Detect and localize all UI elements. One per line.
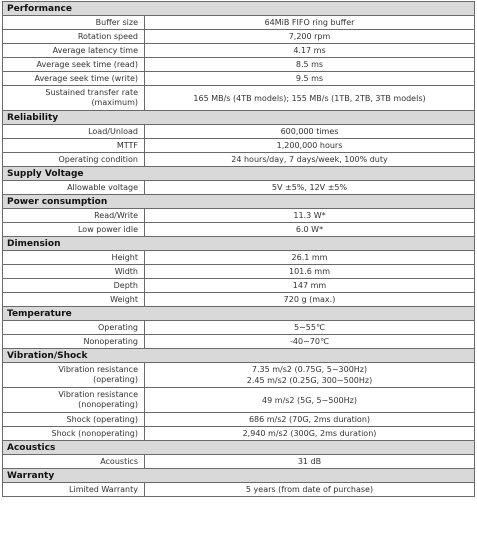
spec-value: 26.1 mm bbox=[145, 251, 475, 265]
section-reliability bbox=[3, 111, 475, 125]
spec-row bbox=[3, 209, 475, 223]
spec-value: -40∼70℃ bbox=[145, 335, 475, 349]
section-vibration-shock bbox=[3, 349, 475, 363]
section-temperature bbox=[3, 307, 475, 321]
spec-value: 2,940 m/s2 (300G, 2ms duration) bbox=[145, 427, 475, 441]
spec-label: Average seek time (read) bbox=[3, 58, 145, 72]
spec-value: 9.5 ms bbox=[145, 72, 475, 86]
spec-row bbox=[3, 321, 475, 335]
spec-row bbox=[3, 265, 475, 279]
spec-value: 7,200 rpm bbox=[145, 30, 475, 44]
spec-label: Acoustics bbox=[3, 455, 145, 469]
spec-table bbox=[2, 1, 475, 497]
spec-row bbox=[3, 293, 475, 307]
spec-row bbox=[3, 86, 475, 111]
spec-row bbox=[3, 16, 475, 30]
section-title: Warranty bbox=[3, 469, 475, 483]
spec-value: 600,000 times bbox=[145, 125, 475, 139]
spec-row bbox=[3, 363, 475, 388]
section-title: Temperature bbox=[3, 307, 475, 321]
spec-value: 31 dB bbox=[145, 455, 475, 469]
spec-value: 11.3 W* bbox=[145, 209, 475, 223]
spec-row bbox=[3, 455, 475, 469]
section-power-consumption bbox=[3, 195, 475, 209]
spec-label: Load/Unload bbox=[3, 125, 145, 139]
spec-row bbox=[3, 483, 475, 497]
spec-label-line: (operating) bbox=[93, 375, 138, 384]
spec-row bbox=[3, 413, 475, 427]
section-title: Dimension bbox=[3, 237, 475, 251]
spec-label: Low power idle bbox=[3, 223, 145, 237]
spec-row bbox=[3, 139, 475, 153]
spec-value: 5 years (from date of purchase) bbox=[145, 483, 475, 497]
spec-row bbox=[3, 30, 475, 44]
section-title: Reliability bbox=[3, 111, 475, 125]
spec-label: Weight bbox=[3, 293, 145, 307]
section-title: Performance bbox=[3, 2, 475, 16]
section-warranty bbox=[3, 469, 475, 483]
spec-row bbox=[3, 72, 475, 86]
spec-row bbox=[3, 223, 475, 237]
spec-label: Average latency time bbox=[3, 44, 145, 58]
spec-row bbox=[3, 125, 475, 139]
spec-value: 6.0 W* bbox=[145, 223, 475, 237]
section-supply-voltage bbox=[3, 167, 475, 181]
spec-label bbox=[3, 363, 145, 388]
section-title: Vibration/Shock bbox=[3, 349, 475, 363]
spec-value-line: 2.45 m/s2 (0.25G, 300∼500Hz) bbox=[246, 376, 373, 385]
spec-value: 165 MB/s (4TB models); 155 MB/s (1TB, 2TB, 3TB models) bbox=[145, 86, 475, 111]
spec-label-line: Sustained transfer rate bbox=[45, 88, 138, 97]
spec-label-line: (maximum) bbox=[91, 98, 138, 107]
spec-label bbox=[3, 86, 145, 111]
spec-label: Height bbox=[3, 251, 145, 265]
section-acoustics bbox=[3, 441, 475, 455]
spec-value: 24 hours/day, 7 days/week, 100% duty bbox=[145, 153, 475, 167]
spec-value bbox=[145, 363, 475, 388]
spec-label: Shock (nonoperating) bbox=[3, 427, 145, 441]
spec-label: Buffer size bbox=[3, 16, 145, 30]
spec-label: Rotation speed bbox=[3, 30, 145, 44]
spec-label: Allowable voltage bbox=[3, 181, 145, 195]
spec-value-line: 7.35 m/s2 (0.75G, 5∼300Hz) bbox=[251, 365, 368, 374]
spec-value: 64MiB FIFO ring buffer bbox=[145, 16, 475, 30]
spec-value: 101.6 mm bbox=[145, 265, 475, 279]
section-title: Power consumption bbox=[3, 195, 475, 209]
spec-label-line: Vibration resistance bbox=[58, 390, 138, 399]
spec-row bbox=[3, 153, 475, 167]
spec-label: MTTF bbox=[3, 139, 145, 153]
spec-label: Nonoperating bbox=[3, 335, 145, 349]
spec-label: Operating condition bbox=[3, 153, 145, 167]
spec-value: 1,200,000 hours bbox=[145, 139, 475, 153]
spec-label: Depth bbox=[3, 279, 145, 293]
spec-value: 686 m/s2 (70G, 2ms duration) bbox=[145, 413, 475, 427]
spec-value: 5∼55℃ bbox=[145, 321, 475, 335]
spec-row bbox=[3, 279, 475, 293]
section-title: Supply Voltage bbox=[3, 167, 475, 181]
spec-row bbox=[3, 251, 475, 265]
spec-value: 8.5 ms bbox=[145, 58, 475, 72]
spec-value: 147 mm bbox=[145, 279, 475, 293]
section-title: Acoustics bbox=[3, 441, 475, 455]
spec-row bbox=[3, 335, 475, 349]
section-performance bbox=[3, 2, 475, 16]
spec-label: Read/Write bbox=[3, 209, 145, 223]
spec-label-line: Vibration resistance bbox=[58, 365, 138, 374]
spec-label-line: (nonoperating) bbox=[78, 400, 138, 409]
spec-label: Limited Warranty bbox=[3, 483, 145, 497]
spec-value: 4.17 ms bbox=[145, 44, 475, 58]
section-dimension bbox=[3, 237, 475, 251]
spec-label: Width bbox=[3, 265, 145, 279]
spec-value: 5V ±5%, 12V ±5% bbox=[145, 181, 475, 195]
spec-row bbox=[3, 58, 475, 72]
spec-row bbox=[3, 427, 475, 441]
spec-row bbox=[3, 181, 475, 195]
spec-row bbox=[3, 44, 475, 58]
spec-row bbox=[3, 388, 475, 413]
spec-value: 49 m/s2 (5G, 5∼500Hz) bbox=[145, 388, 475, 413]
spec-label: Shock (operating) bbox=[3, 413, 145, 427]
spec-value: 720 g (max.) bbox=[145, 293, 475, 307]
spec-label: Operating bbox=[3, 321, 145, 335]
spec-label: Average seek time (write) bbox=[3, 72, 145, 86]
spec-label bbox=[3, 388, 145, 413]
